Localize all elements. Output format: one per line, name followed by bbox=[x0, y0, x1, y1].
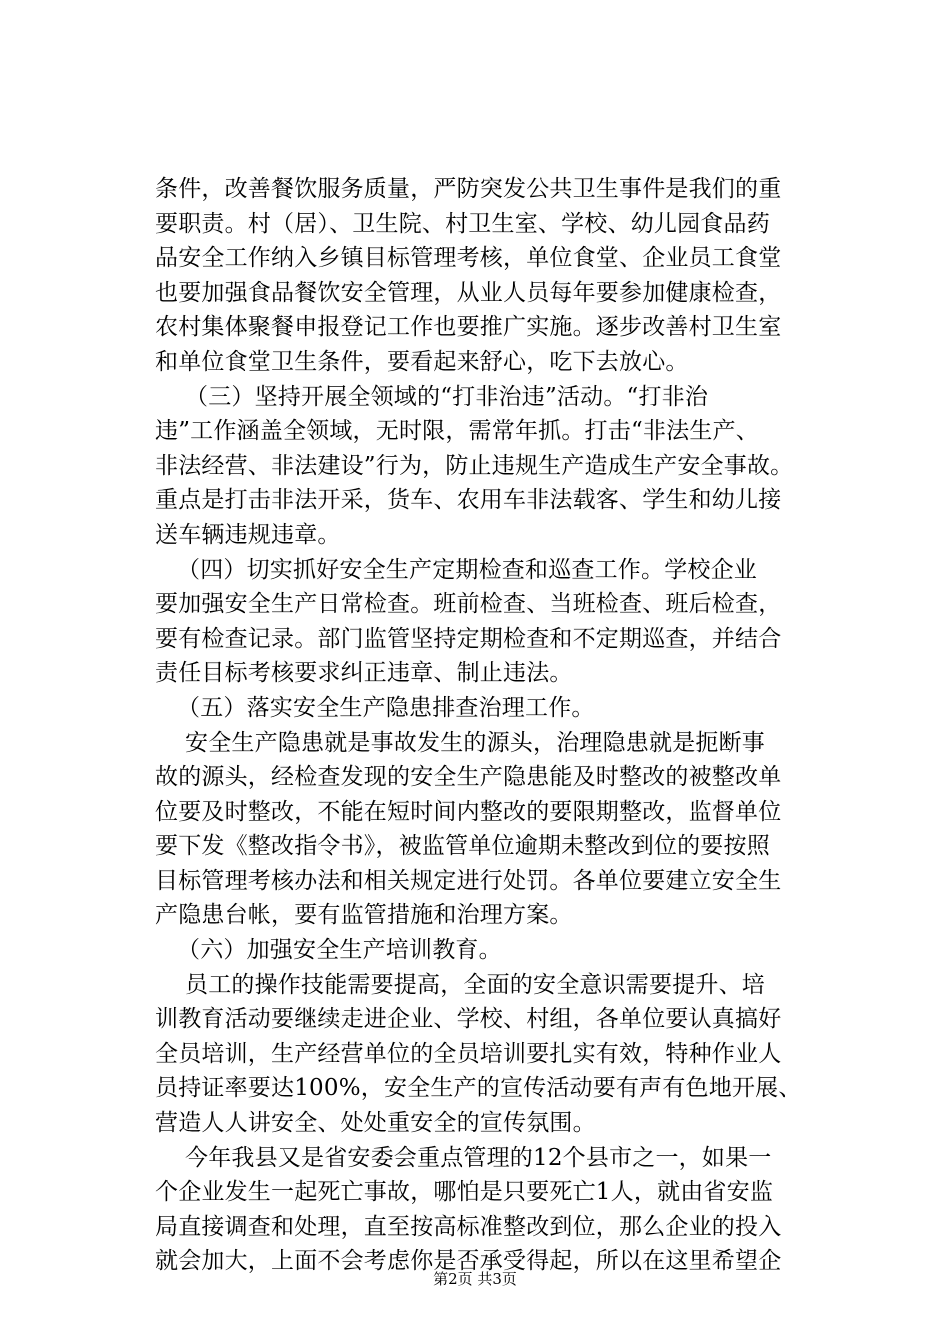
text-line: 责任目标考核要求纠正违章、制止违法。 bbox=[155, 660, 573, 687]
paragraph-start: 员工的操作技能需要提高，全面的安全意识需要提升、培 bbox=[185, 971, 765, 998]
text-line: 位要及时整改，不能在短时间内整改的要限期整改，监督单位 bbox=[155, 798, 782, 825]
text-line: 目标管理考核办法和相关规定进行处罚。各单位要建立安全生 bbox=[155, 867, 782, 894]
section-heading-five: （五）落实安全生产隐患排查治理工作。 bbox=[177, 694, 595, 721]
text-line: 故的源头，经检查发现的安全生产隐患能及时整改的被整改单 bbox=[155, 764, 782, 791]
page-number-footer: 第2页 共3页 bbox=[433, 1270, 517, 1288]
text-line: 农村集体聚餐申报登记工作也要推广实施。逐步改善村卫生室 bbox=[155, 314, 782, 341]
text-line: 营造人人讲安全、处处重安全的宣传氛围。 bbox=[155, 1110, 596, 1137]
text-line: 品安全工作纳入乡镇目标管理考核，单位食堂、企业员工食堂 bbox=[155, 245, 782, 272]
section-heading-three: （三）坚持开展全领域的“打非治违”活动。“打非治 bbox=[185, 383, 709, 410]
text-line: 要职责。村（居）、卫生院、村卫生室、学校、幼儿园食品药 bbox=[155, 210, 770, 237]
text-line: 送车辆违规违章。 bbox=[155, 521, 341, 548]
section-heading-four: （四）切实抓好安全生产定期检查和巡查工作。学校企业 bbox=[177, 556, 757, 583]
text-line: 要加强安全生产日常检查。班前检查、当班检查、班后检查， bbox=[155, 591, 782, 618]
text-line: 非法经营、非法建设”行为，防止违规生产造成生产安全事故。 bbox=[155, 452, 794, 479]
paragraph-start: 今年我县又是省安委会重点管理的12个县市之一，如果一 bbox=[185, 1144, 772, 1171]
text-line: 训教育活动要继续走进企业、学校、村组，各单位要认真搞好 bbox=[155, 1006, 782, 1033]
document-body bbox=[155, 172, 845, 1279]
text-line: 全员培训，生产经营单位的全员培训要扎实有效，特种作业人 bbox=[155, 1040, 782, 1067]
text-line: 重点是打击非法开采，货车、农用车非法载客、学生和幼儿接 bbox=[155, 487, 782, 514]
text-line: 条件，改善餐饮服务质量，严防突发公共卫生事件是我们的重 bbox=[155, 176, 782, 202]
text-line: 就会加大，上面不会考虑你是否承受得起，所以在这里希望企 bbox=[155, 1248, 782, 1275]
text-line: 局直接调查和处理，直至按高标准整改到位，那么企业的投入 bbox=[155, 1213, 782, 1240]
text-line: 也要加强食品餐饮安全管理，从业人员每年要参加健康检查， bbox=[155, 279, 782, 306]
text-line: 要下发《整改指令书》，被监管单位逾期未整改到位的要按照 bbox=[155, 833, 770, 860]
text-line: 和单位食堂卫生条件，要看起来舒心，吃下去放心。 bbox=[155, 348, 689, 375]
text-line: 产隐患台帐，要有监管措施和治理方案。 bbox=[155, 902, 573, 929]
paragraph-start: 安全生产隐患就是事故发生的源头，治理隐患就是扼断事 bbox=[185, 729, 765, 756]
section-heading-six: （六）加强安全生产培训教育。 bbox=[177, 937, 502, 964]
text-line: 个企业发生一起死亡事故，哪怕是只要死亡1人，就由省安监 bbox=[155, 1179, 774, 1206]
text-line: 要有检查记录。部门监管坚持定期检查和不定期巡查，并结合 bbox=[155, 625, 782, 652]
text-line: 违”工作涵盖全领域，无时限，需常年抓。打击“非法生产、 bbox=[155, 418, 759, 445]
text-line: 员持证率要达100%，安全生产的宣传活动要有声有色地开展、 bbox=[155, 1075, 802, 1102]
